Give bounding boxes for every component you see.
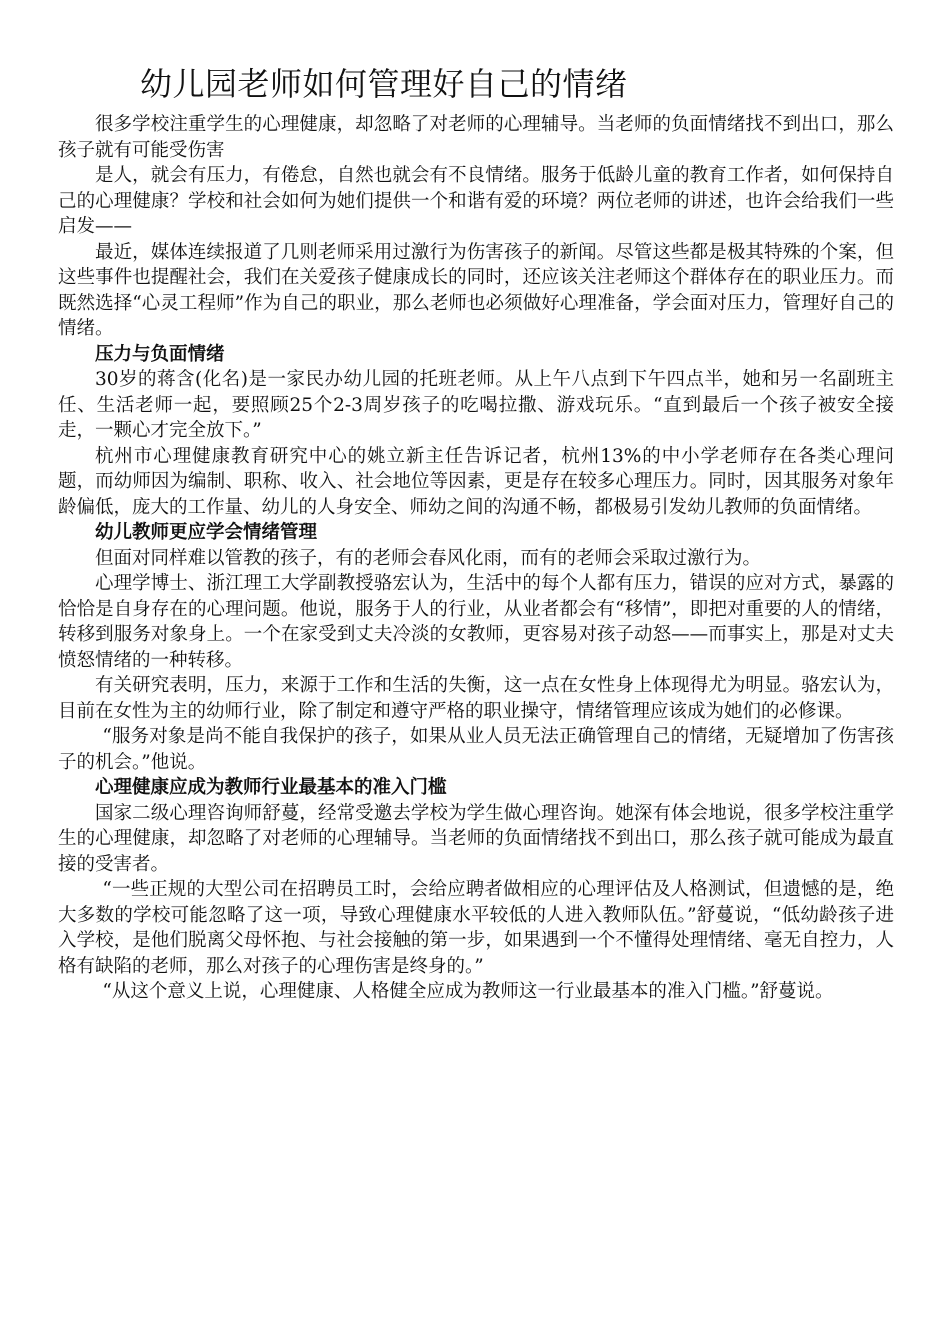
paragraph: 杭州市心理健康教育研究中心的姚立新主任告诉记者，杭州13%的中小学老师存在各类心理问题，而幼师因为编制、职称、收入、社会地位等因素，更是存在较多心理压力。同时，因其服务对象年龄偏低，庞大的工作量、幼儿的人身安全、师幼之间的沟通不畅，都极易引发幼儿教师的负面情绪。 (58, 445, 894, 518)
paragraph: 很多学校注重学生的心理健康，却忽略了对老师的心理辅导。当老师的负面情绪找不到出口，那么孩子就有可能受伤害 (58, 114, 894, 161)
document-title: 幼儿园老师如何管理好自己的情绪 (140, 65, 628, 103)
paragraph: 最近，媒体连续报道了几则老师采用过激行为伤害孩子的新闻。尽管这些都是极其特殊的个案，但这些事件也提醒社会，我们在关爱孩子健康成长的同时，还应该关注老师这个群体存在的职业压力。而既然选择“心灵工程师”作为自己的职业，那么老师也必须做好心理准备，学会面对压力，管理好自己的情绪。 (58, 241, 894, 339)
section-heading-emotion-management: 幼儿教师更应学会情绪管理 (95, 522, 318, 543)
section-heading-stress: 压力与负面情绪 (95, 343, 225, 365)
quote-paragraph: “服务对象是尚不能自我保护的孩子，如果从业人员无法正确管理自己的情绪，无疑增加了伤害孩子的机会。”他说。 (58, 726, 894, 773)
section-heading-entry-threshold: 心理健康应成为教师行业最基本的准入门槛 (95, 777, 447, 798)
paragraph: 有关研究表明，压力，来源于工作和生活的失衡，这一点在女性身上体现得尤为明显。骆宏认为，目前在女性为主的幼师行业，除了制定和遵守严格的职业操守，情绪管理应该成为她们的必修课。 (58, 675, 894, 722)
paragraph: 是人，就会有压力，有倦怠，自然也就会有不良情绪。服务于低龄儿童的教育工作者，如何保持自己的心理健康？学校和社会如何为她们提供一个和谐有爱的环境？两位老师的讲述，也许会给我们一些启发—— (58, 165, 894, 237)
paragraph: 30岁的蒋含(化名)是一家民办幼儿园的托班老师。从上午八点到下午四点半，她和另一名副班主任、生活老师一起，要照顾25个2-3周岁孩子的吃喝拉撒、游戏玩乐。“直到最后一个孩子被安全接走，一颗心才完全放下。” (58, 369, 894, 441)
quote-paragraph: “从这个意义上说，心理健康、人格健全应成为教师这一行业最基本的准入门槛。”舒蔓说。 (102, 981, 834, 1002)
quote-paragraph: “一些正规的大型公司在招聘员工时，会给应聘者做相应的心理评估及人格测试，但遗憾的是，绝大多数的学校可能忽略了这一项，导致心理健康水平较低的人进入教师队伍。”舒蔓说，“低幼龄孩子进入学校，是他们脱离父母怀抱、与社会接触的第一步，如果遇到一个不懂得处理情绪、毫无自控力，人格有缺陷的老师，那么对孩子的心理伤害是终身的。” (58, 879, 894, 977)
paragraph: 心理学博士、浙江理工大学副教授骆宏认为，生活中的每个人都有压力，错误的应对方式，暴露的恰恰是自身存在的心理问题。他说，服务于人的行业，从业者都会有“移情”，即把对重要的人的情绪，转移到服务对象身上。一个在家受到丈夫冷淡的女教师，更容易对孩子动怒——而事实上，那是对丈夫愤怒情绪的一种转移。 (58, 573, 894, 671)
document-page (58, 62, 894, 1005)
paragraph: 国家二级心理咨询师舒蔓，经常受邀去学校为学生做心理咨询。她深有体会地说，很多学校注重学生的心理健康，却忽略了对老师的心理辅导。当老师的负面情绪找不到出口，那么孩子就可能成为最直接的受害者。 (58, 802, 894, 875)
paragraph: 但面对同样难以管教的孩子，有的老师会春风化雨，而有的老师会采取过激行为。 (95, 547, 762, 569)
